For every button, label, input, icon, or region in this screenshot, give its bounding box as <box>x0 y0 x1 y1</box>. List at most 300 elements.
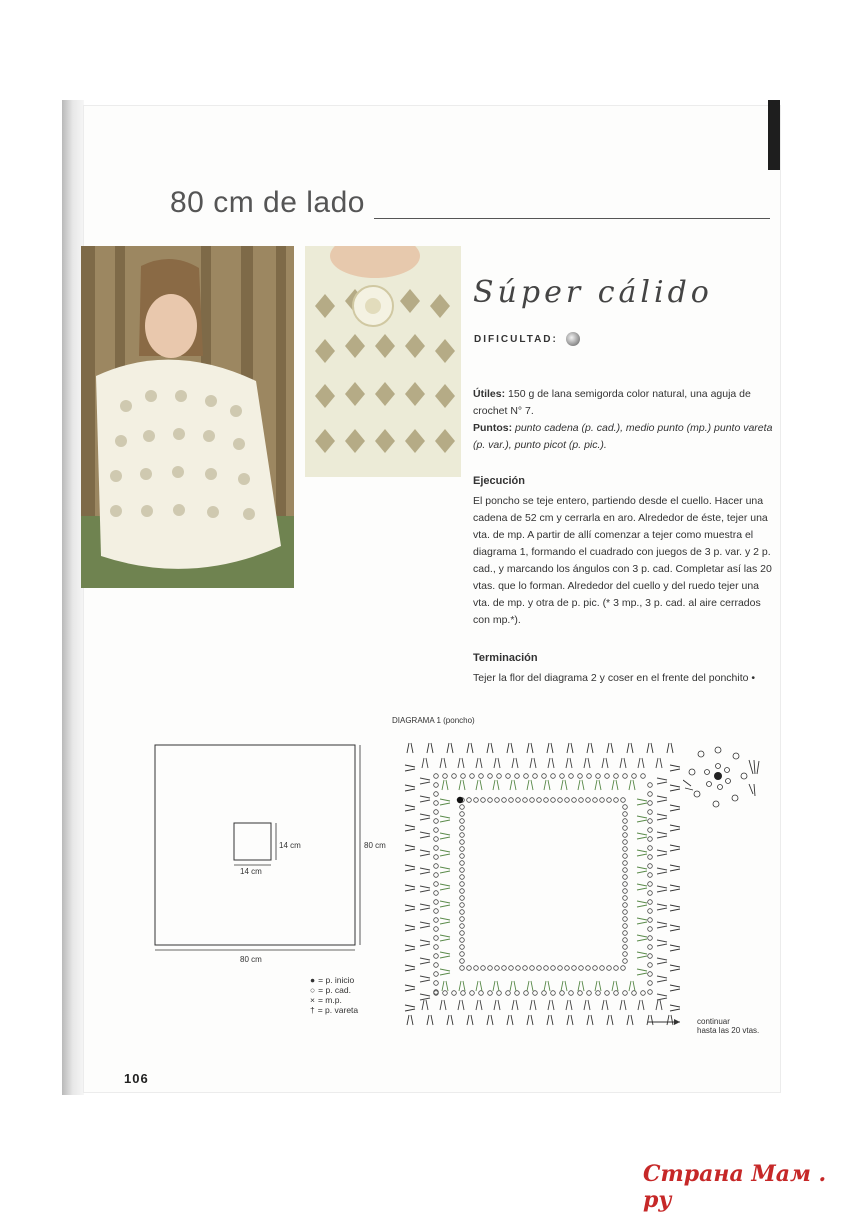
chain-stitch <box>506 991 511 996</box>
vareta-stitch <box>458 758 460 768</box>
vareta-stitch <box>670 965 680 967</box>
vareta-stitch <box>571 743 573 753</box>
chain-stitch <box>479 774 484 779</box>
chain-stitch <box>495 966 500 971</box>
chain-stitch <box>648 909 653 914</box>
chain-stitch <box>587 774 592 779</box>
chain-stitch <box>614 991 619 996</box>
vareta-stitch <box>612 981 614 991</box>
vareta-stitch <box>552 1000 554 1010</box>
vareta-stitch <box>420 976 430 978</box>
vareta-stitch <box>440 854 450 856</box>
chain-stitch <box>460 868 465 873</box>
chain-stitch <box>648 954 653 959</box>
vareta-stitch <box>657 994 667 996</box>
chain-stitch <box>586 966 591 971</box>
terminacion-text: Tejer la flor del diagrama 2 y coser en el frente del ponchito • <box>473 672 756 684</box>
vareta-stitch <box>426 1000 428 1010</box>
vareta-stitch <box>420 922 430 924</box>
chain-stitch <box>452 774 457 779</box>
vareta-stitch <box>637 799 647 801</box>
vareta-stitch <box>447 1015 449 1025</box>
chain-stitch <box>593 966 598 971</box>
vareta-stitch <box>670 969 680 971</box>
vareta-stitch <box>670 805 680 807</box>
vareta-stitch <box>629 981 631 991</box>
vareta-stitch <box>510 780 512 790</box>
vareta-stitch <box>670 825 680 827</box>
vareta-stitch <box>507 743 509 753</box>
vareta-stitch <box>527 743 529 753</box>
vareta-stitch <box>631 1015 633 1025</box>
chain-stitch <box>560 991 565 996</box>
vareta-stitch <box>422 758 424 768</box>
chain-stitch <box>460 952 465 957</box>
circle-icon: ○ <box>310 985 316 995</box>
chain-stitch <box>460 896 465 901</box>
vareta-stitch <box>510 981 512 991</box>
vareta-stitch <box>637 816 647 818</box>
vareta-stitch <box>405 869 415 871</box>
chain-stitch <box>569 991 574 996</box>
chain-stitch <box>467 798 472 803</box>
vareta-stitch <box>633 780 635 790</box>
chain-stitch <box>497 774 502 779</box>
chain-stitch <box>648 891 653 896</box>
vareta-stitch <box>671 1015 673 1025</box>
photo-child-poncho <box>81 246 294 588</box>
vareta-stitch <box>512 1000 514 1010</box>
vareta-stitch <box>657 926 667 928</box>
vareta-stitch <box>427 1015 429 1025</box>
vareta-stitch <box>671 743 673 753</box>
chain-stitch <box>506 774 511 779</box>
vareta-stitch <box>567 743 569 753</box>
vareta-stitch <box>420 800 430 802</box>
chain-stitch <box>614 774 619 779</box>
chain-stitch <box>623 861 628 866</box>
vareta-stitch <box>657 872 667 874</box>
vareta-stitch <box>637 820 647 822</box>
vareta-stitch <box>570 1000 572 1010</box>
chain-stitch <box>460 903 465 908</box>
chain-stitch <box>558 798 563 803</box>
vareta-stitch <box>657 958 667 960</box>
chain-stitch <box>558 966 563 971</box>
chain-stitch <box>460 847 465 852</box>
chain-stitch <box>648 927 653 932</box>
vareta-stitch <box>616 780 618 790</box>
chain-stitch <box>434 963 439 968</box>
chain-stitch <box>509 966 514 971</box>
vareta-stitch <box>670 925 680 927</box>
chain-stitch <box>502 798 507 803</box>
vareta-stitch <box>584 758 586 768</box>
vareta-stitch <box>595 780 597 790</box>
vareta-stitch <box>405 845 415 847</box>
ejecucion-block <box>473 473 773 629</box>
chain-stitch <box>460 966 465 971</box>
chain-stitch <box>579 798 584 803</box>
vareta-stitch <box>444 1000 446 1010</box>
chain-stitch <box>648 945 653 950</box>
chain-stitch <box>607 966 612 971</box>
vareta-stitch <box>627 743 629 753</box>
chain-stitch <box>467 966 472 971</box>
chain-stitch <box>623 938 628 943</box>
vareta-stitch <box>440 901 450 903</box>
vareta-stitch <box>657 818 667 820</box>
vareta-stitch <box>599 780 601 790</box>
chain-stitch <box>460 917 465 922</box>
vareta-stitch <box>656 1000 658 1010</box>
chain-stitch <box>579 966 584 971</box>
filled-dot-icon: ● <box>310 975 316 985</box>
vareta-stitch <box>606 1000 608 1010</box>
chain-stitch <box>623 903 628 908</box>
vareta-stitch <box>480 758 482 768</box>
vareta-stitch <box>565 780 567 790</box>
vareta-stitch <box>607 743 609 753</box>
vareta-stitch <box>657 998 667 1000</box>
chain-stitch <box>641 774 646 779</box>
vareta-stitch <box>670 949 680 951</box>
chain-stitch <box>623 812 628 817</box>
chain-stitch <box>452 991 457 996</box>
vareta-stitch <box>651 1015 653 1025</box>
vareta-stitch <box>588 1000 590 1010</box>
vareta-stitch <box>491 1015 493 1025</box>
vareta-stitch <box>440 816 450 818</box>
vareta-stitch <box>570 758 572 768</box>
vareta-stitch <box>420 908 430 910</box>
vareta-stitch <box>624 1000 626 1010</box>
chain-stitch <box>509 798 514 803</box>
chain-stitch <box>632 774 637 779</box>
vareta-stitch <box>660 1000 662 1010</box>
vareta-stitch <box>638 1000 640 1010</box>
chain-stitch <box>434 954 439 959</box>
vareta-stitch <box>405 985 415 987</box>
chain-stitch <box>623 917 628 922</box>
chain-stitch <box>434 801 439 806</box>
chain-stitch <box>460 875 465 880</box>
vareta-stitch <box>405 965 415 967</box>
vareta-stitch <box>571 1015 573 1025</box>
chain-stitch <box>460 840 465 845</box>
vareta-stitch <box>657 850 667 852</box>
vareta-stitch <box>493 780 495 790</box>
chain-stitch <box>460 910 465 915</box>
crochet-chart <box>380 728 680 1038</box>
chain-stitch <box>623 952 628 957</box>
vareta-stitch <box>487 743 489 753</box>
vareta-stitch <box>476 758 478 768</box>
chain-stitch <box>533 991 538 996</box>
vareta-stitch <box>405 789 415 791</box>
vareta-stitch <box>670 785 680 787</box>
vareta-stitch <box>420 890 430 892</box>
chain-stitch <box>434 810 439 815</box>
vareta-stitch <box>670 909 680 911</box>
vareta-stitch <box>670 905 680 907</box>
vareta-stitch <box>637 922 647 924</box>
puntos-label: Puntos: <box>473 422 513 434</box>
flower-diagram <box>683 738 768 818</box>
vareta-stitch <box>657 908 667 910</box>
vareta-stitch <box>440 956 450 958</box>
vareta-stitch <box>670 829 680 831</box>
vareta-stitch <box>498 1000 500 1010</box>
vareta-stitch <box>444 758 446 768</box>
vareta-stitch <box>611 743 613 753</box>
vareta-stitch <box>544 780 546 790</box>
vareta-stitch <box>442 780 444 790</box>
chain-stitch <box>434 909 439 914</box>
vareta-stitch <box>670 769 680 771</box>
vareta-stitch <box>591 1015 593 1025</box>
vareta-stitch <box>420 868 430 870</box>
vareta-stitch <box>463 981 465 991</box>
chain-stitch <box>434 882 439 887</box>
vareta-stitch <box>440 905 450 907</box>
chain-stitch <box>530 798 535 803</box>
vareta-stitch <box>440 799 450 801</box>
vareta-stitch <box>480 780 482 790</box>
chain-stitch <box>623 931 628 936</box>
utiles-text: 150 g de lana semigorda color natural, una aguja de crochet N° 7. <box>473 388 751 417</box>
vareta-stitch <box>670 885 680 887</box>
inner-height-label: 14 cm <box>279 841 301 850</box>
chain-stitch <box>461 774 466 779</box>
vareta-stitch <box>637 952 647 954</box>
chain-stitch <box>621 966 626 971</box>
vareta-stitch <box>544 981 546 991</box>
chain-stitch <box>460 812 465 817</box>
vareta-stitch <box>427 743 429 753</box>
legend-vareta: † = p. vareta <box>310 1005 359 1015</box>
chain-stitch <box>623 959 628 964</box>
chain-stitch <box>434 774 439 779</box>
arrowhead-icon <box>674 1019 680 1025</box>
chain-stitch <box>516 966 521 971</box>
vareta-stitch <box>497 780 499 790</box>
chain-stitch <box>648 873 653 878</box>
vareta-stitch <box>420 854 430 856</box>
inner-width-label: 14 cm <box>240 867 262 876</box>
chain-stitch <box>648 963 653 968</box>
chain-stitch <box>460 833 465 838</box>
chain-stitch <box>623 826 628 831</box>
vareta-stitch <box>657 800 667 802</box>
site-watermark: Страна Мам . ру <box>643 1161 827 1213</box>
cross-icon: × <box>310 995 315 1005</box>
vareta-stitch <box>405 905 415 907</box>
vareta-stitch <box>657 854 667 856</box>
vareta-stitch <box>411 743 413 753</box>
chain-stitch <box>623 774 628 779</box>
vareta-stitch <box>405 969 415 971</box>
chain-stitch <box>614 966 619 971</box>
vareta-stitch <box>667 1015 669 1025</box>
chain-stitch <box>515 991 520 996</box>
vareta-stitch <box>582 981 584 991</box>
vareta-stitch <box>548 758 550 768</box>
vareta-stitch <box>440 884 450 886</box>
chain-stitch <box>523 798 528 803</box>
vareta-stitch <box>420 778 430 780</box>
pattern-headline: Súper cálido <box>473 275 713 310</box>
vareta-stitch <box>637 837 647 839</box>
vareta-stitch <box>516 758 518 768</box>
vareta-stitch <box>440 922 450 924</box>
title-rule <box>374 218 770 219</box>
vareta-stitch <box>566 1000 568 1010</box>
chain-stitch <box>623 833 628 838</box>
chain-stitch <box>623 924 628 929</box>
vareta-stitch <box>637 833 647 835</box>
chain-stitch <box>460 924 465 929</box>
vareta-stitch <box>405 809 415 811</box>
vareta-stitch <box>647 1015 649 1025</box>
vareta-stitch <box>637 888 647 890</box>
vareta-stitch <box>657 962 667 964</box>
page-number: 106 <box>124 1071 149 1086</box>
vareta-stitch <box>552 758 554 768</box>
vareta-stitch <box>657 778 667 780</box>
chain-stitch <box>648 855 653 860</box>
vareta-stitch <box>440 837 450 839</box>
chain-stitch <box>623 875 628 880</box>
vareta-stitch <box>451 743 453 753</box>
chain-stitch <box>648 810 653 815</box>
vareta-stitch <box>531 1015 533 1025</box>
vareta-stitch <box>670 809 680 811</box>
chain-stitch <box>641 991 646 996</box>
chain-stitch <box>648 864 653 869</box>
vareta-stitch <box>547 743 549 753</box>
vareta-stitch <box>633 981 635 991</box>
vareta-stitch <box>606 758 608 768</box>
chain-stitch <box>461 991 466 996</box>
chain-stitch <box>537 966 542 971</box>
vareta-stitch <box>497 981 499 991</box>
chain-stitch <box>460 805 465 810</box>
vareta-stitch <box>420 980 430 982</box>
chain-stitch <box>565 798 570 803</box>
vareta-stitch <box>405 829 415 831</box>
chain-stitch <box>614 798 619 803</box>
vareta-stitch <box>531 780 533 790</box>
vareta-stitch <box>405 765 415 767</box>
vareta-stitch <box>667 743 669 753</box>
vareta-stitch <box>620 1000 622 1010</box>
vareta-stitch <box>507 1015 509 1025</box>
vareta-stitch <box>531 743 533 753</box>
chain-stitch <box>495 798 500 803</box>
vareta-stitch <box>565 981 567 991</box>
vareta-stitch <box>420 904 430 906</box>
vareta-stitch <box>657 890 667 892</box>
chain-stitch <box>460 819 465 824</box>
chain-stitch <box>497 991 502 996</box>
materials-block <box>473 386 773 454</box>
vareta-stitch <box>440 918 450 920</box>
vareta-stitch <box>462 1000 464 1010</box>
vareta-stitch <box>670 985 680 987</box>
vareta-stitch <box>657 782 667 784</box>
chain-stitch <box>542 991 547 996</box>
vareta-stitch <box>548 1000 550 1010</box>
vareta-stitch <box>442 981 444 991</box>
vareta-stitch <box>420 872 430 874</box>
vareta-stitch <box>514 780 516 790</box>
chain-stitch <box>474 798 479 803</box>
chain-stitch <box>470 774 475 779</box>
vareta-stitch <box>440 758 442 768</box>
chain-stitch <box>648 981 653 986</box>
vareta-stitch <box>405 785 415 787</box>
vareta-stitch <box>447 743 449 753</box>
vareta-stitch <box>511 1015 513 1025</box>
vareta-stitch <box>657 940 667 942</box>
vareta-stitch <box>459 780 461 790</box>
vareta-stitch <box>440 952 450 954</box>
vareta-stitch <box>514 981 516 991</box>
vareta-stitch <box>637 969 647 971</box>
terminacion-title: Terminación <box>473 652 538 664</box>
vareta-stitch <box>657 836 667 838</box>
vareta-stitch <box>440 888 450 890</box>
vareta-stitch <box>602 758 604 768</box>
difficulty-label: DIFICULTAD: <box>474 333 558 345</box>
vareta-stitch <box>426 758 428 768</box>
vareta-stitch <box>405 1005 415 1007</box>
vareta-stitch <box>405 825 415 827</box>
vareta-stitch <box>405 929 415 931</box>
vareta-stitch <box>420 796 430 798</box>
vareta-stitch <box>587 743 589 753</box>
vareta-stitch <box>657 922 667 924</box>
vareta-stitch <box>657 886 667 888</box>
vareta-stitch <box>670 765 680 767</box>
chain-stitch <box>434 918 439 923</box>
vareta-stitch <box>637 867 647 869</box>
vareta-stitch <box>407 743 409 753</box>
vareta-stitch <box>657 976 667 978</box>
vareta-stitch <box>534 1000 536 1010</box>
vareta-stitch-icon: † <box>310 1005 315 1015</box>
chain-stitch <box>488 966 493 971</box>
vareta-stitch <box>405 889 415 891</box>
chain-stitch <box>623 945 628 950</box>
chain-stitch <box>523 966 528 971</box>
vareta-stitch <box>616 981 618 991</box>
vareta-stitch <box>511 743 513 753</box>
vareta-stitch <box>420 782 430 784</box>
chain-stitch <box>533 774 538 779</box>
vareta-stitch <box>642 1000 644 1010</box>
vareta-stitch <box>637 956 647 958</box>
chain-stitch <box>434 828 439 833</box>
chain-stitch <box>470 991 475 996</box>
vareta-stitch <box>670 929 680 931</box>
chain-stitch <box>648 792 653 797</box>
chain-stitch <box>460 938 465 943</box>
chain-stitch <box>648 837 653 842</box>
chain-stitch <box>648 972 653 977</box>
vareta-stitch <box>440 803 450 805</box>
